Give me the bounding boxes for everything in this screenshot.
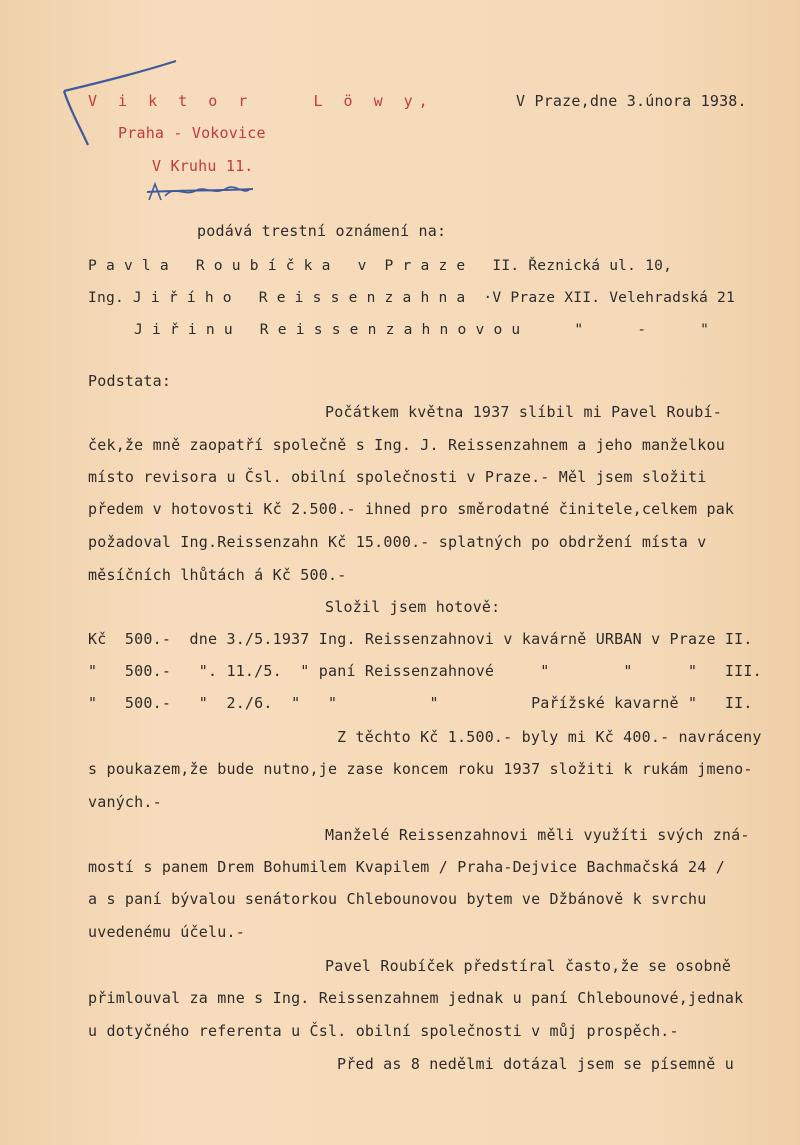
body-line: požadoval Ing.Reissenzahn Kč 15.000.- splatných po obdržení místa v — [88, 533, 707, 551]
body-line: místo revisora u Čsl. obilní společnosti v Praze.- Měl jsem složiti — [88, 468, 707, 486]
body-line: s poukazem,že bude nutno,je zase koncem roku 1937 složiti k rukám jmeno- — [88, 760, 753, 778]
body-line: uvedenému účelu.- — [88, 923, 245, 941]
payment-row: Kč 500.- dne 3./5.1937 Ing. Reissenzahnovi v kavárně URBAN v Praze II. — [88, 630, 753, 648]
body-line: u dotyčného referenta u Čsl. obilní společnosti v můj prospěch.- — [88, 1022, 679, 1040]
section-heading: Podstata: — [88, 372, 172, 390]
payment-row: " 500.- " 2./6. " " " Pařížské kavarně " II. — [88, 694, 753, 712]
accused-line-3: J i ř i n u R e i s s e n z a h n o v o u " - " — [134, 321, 710, 338]
body-line: mostí s panem Drem Bohumilem Kvapilem / Praha-Dejvice Bachmačská 24 / — [88, 858, 725, 876]
body-line: přimlouval za mne s Ing. Reissenzahnem jednak u paní Chlebounové,jednak — [88, 989, 744, 1007]
body-line: Před as 8 nedělmi dotázal jsem se písemně u — [337, 1055, 734, 1073]
sender-street: V Kruhu 11. — [152, 157, 254, 175]
body-line: měsíčních lhůtách á Kč 500.- — [88, 566, 347, 584]
body-line: a s paní bývalou senátorkou Chlebounovou bytem ve Džbánově k svrchu — [88, 890, 707, 908]
document-date: V Praze,dne 3.února 1938. — [516, 92, 747, 110]
body-line: Složil jsem hotově: — [325, 598, 501, 616]
accused-line-2: Ing. J i ř í h o R e i s s e n z a h n a ·V Praze XII. Velehradská 21 — [88, 289, 736, 306]
body-line: Z těchto Kč 1.500.- byly mi Kč 400.- navráceny — [337, 728, 762, 746]
body-line: vaných.- — [88, 793, 162, 811]
body-line: Manželé Reissenzahnovi měli využíti svých zná- — [325, 826, 750, 844]
body-line: ček,že mně zaopatří společně s Ing. J. Reissenzahnem a jeho manželkou — [88, 436, 725, 454]
body-line: Pavel Roubíček předstíral často,že se osobně — [325, 957, 732, 975]
body-line: Počátkem května 1937 slíbil mi Pavel Roubí- — [325, 403, 722, 421]
body-line: předem v hotovosti Kč 2.500.- ihned pro směrodatné činitele,celkem pak — [88, 500, 735, 518]
crossed-out-signature — [145, 178, 255, 208]
sender-name: V i k t o r L ö w y, — [88, 92, 434, 110]
sender-city: Praha - Vokovice — [118, 124, 266, 142]
payment-row: " 500.- ". 11./5. " paní Reissenzahnové " " " III. — [88, 662, 762, 680]
accused-line-1: P a v l a R o u b í č k a v P r a z e II. Řeznická ul. 10, — [88, 257, 673, 274]
intro-text: podává trestní oznámení na: — [197, 222, 447, 240]
